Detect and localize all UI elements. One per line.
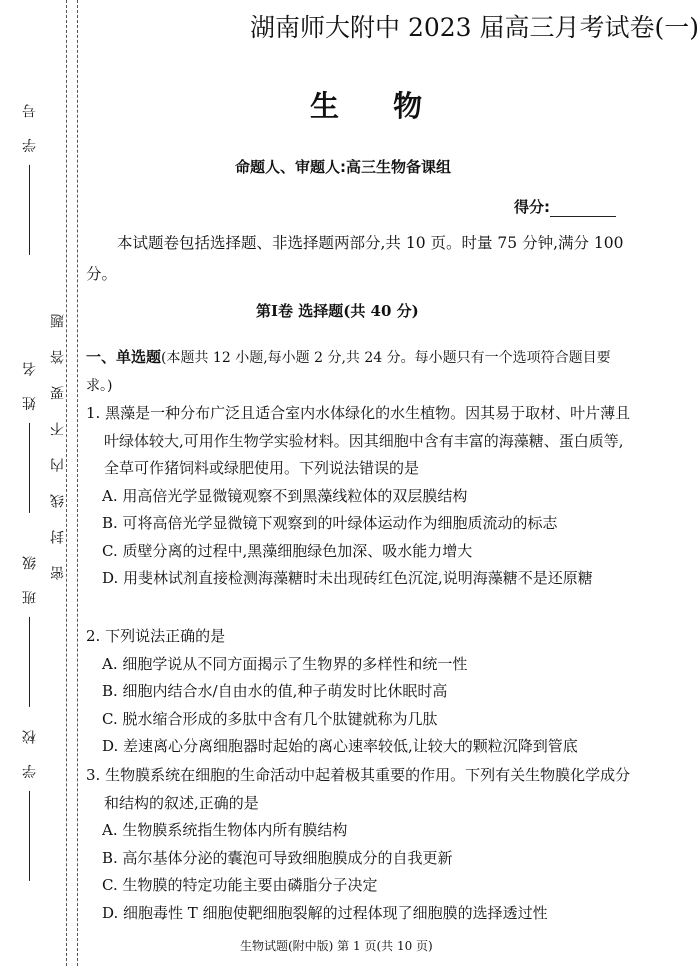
section-note: (本题共 12 小题,每小题 2 分,共 24 分。每小题只有一个选项符合题目要求。) (86, 350, 611, 394)
score-box (514, 196, 616, 217)
name-blank[interactable] (30, 423, 31, 513)
school-label: 学 校 (22, 722, 38, 779)
option-d[interactable]: D. 用斐林试剂直接检测海藻糖时未出现砖红色沉淀,说明海藻糖不是还原糖 (102, 569, 593, 587)
authors-line: 命题人、审题人:高三生物备课组 (235, 158, 452, 176)
class-label: 班 级 (22, 548, 38, 605)
name-label: 姓 名 (22, 354, 38, 411)
question-stem: 1. 黑藻是一种分布广泛且适合室内水体绿化的水生植物。因其易于取材、叶片薄且叶绿体较大,可用作生物学实验材料。因其细胞中含有丰富的海藻糖、蛋白质等,全草可作猪饲料或绿肥使用。下列说法错误的是 (86, 404, 631, 477)
option-c[interactable]: C. 质壁分离的过程中,黑藻细胞绿色加深、吸水能力增大 (102, 541, 473, 560)
score-label: 得分: (514, 198, 550, 216)
option-c[interactable]: C. 生物膜的特定功能主要由磷脂分子决定 (102, 876, 378, 894)
seal-line-inner (77, 0, 78, 966)
school-field[interactable] (20, 722, 44, 881)
option-b[interactable]: B. 高尔基体分泌的囊泡可导致细胞膜成分的自我更新 (102, 848, 453, 867)
question-stem: 2. 下列说法正确的是 (86, 627, 226, 645)
option-d[interactable]: D. 细胞毒性 T 细胞使靶细胞裂解的过程体现了细胞膜的选择透过性 (102, 903, 548, 922)
question-stem: 3. 生物膜系统在细胞的生命活动中起着极其重要的作用。下列有关生物膜化学成分和结构的叙述,正确的是 (86, 766, 631, 812)
student-id-label: 学 号 (22, 96, 38, 153)
intro-paragraph: 本试题卷包括选择题、非选择题两部分,共 10 页。时量 75 分钟,满分 100 分。 (86, 234, 624, 283)
subject-title: 生 物 (310, 89, 445, 123)
student-id-field[interactable] (20, 96, 44, 255)
exam-title: 湖南师大附中 2023 届高三月考试卷(一) (250, 13, 699, 42)
option-a[interactable]: A. 细胞学说从不同方面揭示了生物界的多样性和统一性 (102, 654, 468, 673)
section-header (86, 344, 634, 400)
score-blank[interactable] (550, 202, 616, 217)
student-id-blank[interactable] (30, 165, 31, 255)
binding-margin (0, 0, 86, 966)
option-c[interactable]: C. 脱水缩合形成的多肽中含有几个肽键就称为几肽 (102, 709, 438, 728)
question-3 (86, 762, 634, 927)
section-title: 一、单选题 (86, 348, 162, 366)
question-1 (86, 400, 634, 593)
school-blank[interactable] (30, 791, 31, 881)
option-a[interactable]: A. 生物膜系统指生物体内所有膜结构 (102, 821, 348, 839)
name-field[interactable] (20, 354, 44, 513)
option-a[interactable]: A. 用高倍光学显微镜观察不到黑藻线粒体的双层膜结构 (102, 486, 468, 505)
option-d[interactable]: D. 差速离心分离细胞器时起始的离心速率较低,让较大的颗粒沉降到管底 (102, 737, 578, 755)
seal-warning: 密封线内不要答题 (50, 292, 66, 580)
page-footer: 生物试题(附中版) 第 1 页(共 10 页) (240, 939, 433, 953)
class-blank[interactable] (30, 617, 31, 707)
class-field[interactable] (20, 548, 44, 707)
part1-title: 第Ⅰ卷 选择题(共 40 分) (256, 302, 419, 320)
question-2 (86, 623, 634, 761)
option-b[interactable]: B. 可将高倍光学显微镜下观察到的叶绿体运动作为细胞质流动的标志 (102, 514, 558, 532)
option-b[interactable]: B. 细胞内结合水/自由水的值,种子萌发时比休眠时高 (102, 682, 448, 700)
